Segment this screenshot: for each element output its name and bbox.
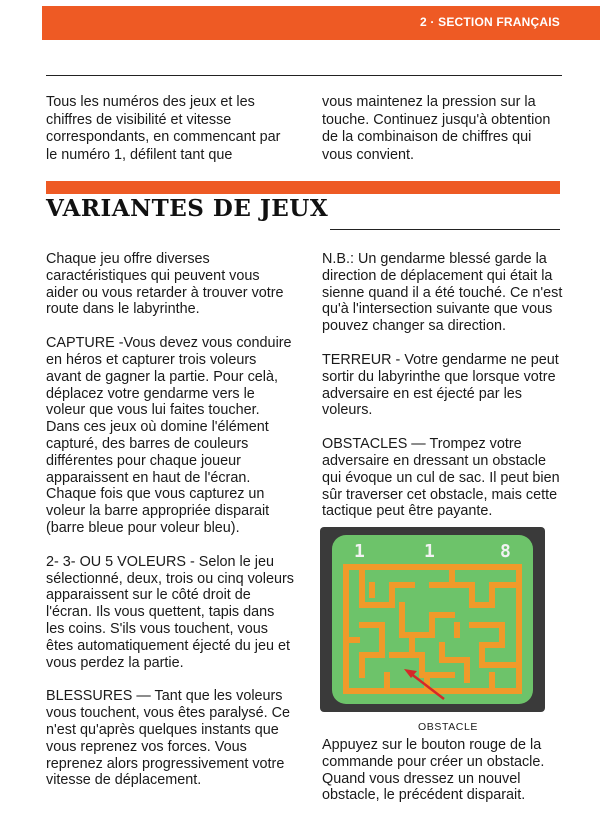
- section-label: 2 · SECTION FRANÇAIS: [419, 15, 560, 29]
- obstacles-label: OBSTACLES: [322, 436, 408, 453]
- left-column: [46, 251, 294, 789]
- obstacles-text: — Trompez votre adversaire en dressant un obstacle qui évoque un cul de sac. Il peut bien sûr traverser cet obstacle, mais cette tactique peut être payante.: [322, 436, 560, 520]
- nb-label: N.B.:: [322, 251, 354, 267]
- intro-left-text: Tous les numéros des jeux et les chiffres de visibilité et vitesse correspondants, en commencant par le numéro 1, défilent tant que: [46, 94, 281, 163]
- section-accent-bar: [46, 181, 560, 194]
- nb-paragraph: [322, 251, 564, 335]
- maze-screen: [332, 535, 533, 704]
- intro-paragraph: Chaque jeu offre diverses caractéristiques qui peuvent vous aider ou vous retarder à trouver votre route dans le labyrinthe.: [46, 251, 284, 318]
- capture-text: -Vous devez vous conduire en héros et capturer trois voleurs avant de gagner la partie. Pour celà, déplacez votre gendarme vers le voleur que vous lui faites toucher. Dans ces jeux où domine l'élément capturé, des barres de couleurs différentes pour chaque joueur apparaissent en haut de l'écran. Chaque fois que vous capturez un voleur la barre appropriée disparait (barre bleue pour voleur bleu).: [46, 335, 292, 536]
- score-player-2: 8: [500, 541, 511, 562]
- title-rule: [330, 229, 560, 230]
- voleurs-text: - Selon le jeu sélectionné, deux, trois ou cinq voleurs apparaissent sur le côté droit de l'écran. Ils vous quettent, tapis dans les coins. S'ils vous touchent, vous êtes automatiquement éjecté du jeu et vous perdez la partie.: [46, 553, 294, 671]
- terreur-text: - Votre gendarme ne peut sortir du labyrinthe que lorsque votre adversaire en est éjecté par les voleurs.: [322, 351, 559, 419]
- score-middle: 1: [424, 541, 435, 562]
- blessures-paragraph: [46, 688, 294, 789]
- capture-paragraph: [46, 335, 294, 537]
- score-player-1: 1: [354, 541, 365, 562]
- maze-graphic: [332, 535, 533, 704]
- capture-label: CAPTURE: [46, 335, 115, 352]
- blessures-text: — Tant que les voleurs vous touchent, vous êtes paralysé. Ce n'est qu'après quelques instants que vous reprenez vos forces. Vous reprenez alors progressivement votre vitesse de déplacement.: [46, 688, 290, 789]
- section-title: VARIANTES DE JEUX: [46, 195, 329, 222]
- obstacles-paragraph: [322, 436, 564, 520]
- blessures-label: BLESSURES: [46, 688, 133, 705]
- obstacle-caption: OBSTACLE: [418, 721, 479, 733]
- voleurs-label: 2- 3- OU 5 VOLEURS: [46, 553, 186, 570]
- intro-right-text: vous maintenez la pression sur la touche. Continuez jusqu'à obtention de la combinaison de chiffres qui vous convient.: [322, 94, 551, 163]
- right-column: [322, 251, 564, 520]
- top-rule: [46, 75, 562, 76]
- terreur-label: TERREUR: [322, 351, 392, 368]
- obstacle-instructions: Appuyez sur le bouton rouge de la commande pour créer un obstacle. Quand vous dressez un nouvel obstacle, le précédent disparait.: [322, 737, 545, 804]
- nb-text: Un gendarme blessé garde la direction de déplacement qui était la sienne quand il a été touché. Ce n'est qu'à l'intersection suivante que vous pouvez changer sa direction.: [322, 251, 563, 335]
- terreur-paragraph: [322, 352, 564, 419]
- game-screenshot: [320, 527, 545, 712]
- voleurs-paragraph: [46, 554, 294, 672]
